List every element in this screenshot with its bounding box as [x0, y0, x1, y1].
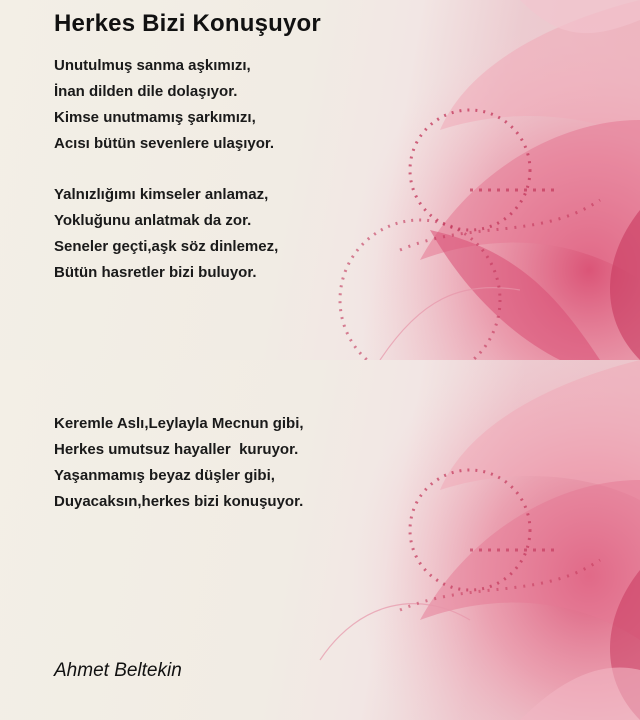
- poem-line: Unutulmuş sanma aşkımızı,: [54, 57, 251, 74]
- stanza-3: [54, 411, 304, 515]
- poem-line: Yaşanmamış beyaz düşler gibi,: [54, 467, 275, 484]
- poem-line: Yokluğunu anlatmak da zor.: [54, 212, 252, 229]
- poem-line: Yalnızlığımı kimseler anlamaz,: [54, 186, 269, 203]
- poem-line: İnan dilden dile dolaşıyor.: [54, 83, 238, 100]
- poem-line: Keremle Aslı,Leylayla Mecnun gibi,: [54, 415, 304, 432]
- poem-line: Duyacaksın,herkes bizi konuşuyor.: [54, 493, 304, 510]
- poem-author: Ahmet Beltekin: [54, 660, 182, 681]
- poem-title: Herkes Bizi Konuşuyor: [54, 10, 321, 37]
- poem-line: Kimse unutmamış şarkımızı,: [54, 109, 256, 126]
- stanza-2: [54, 182, 278, 286]
- poem-line: Acısı bütün sevenlere ulaşıyor.: [54, 135, 275, 152]
- poem-line: Herkes umutsuz hayaller kuruyor.: [54, 441, 299, 458]
- stanza-1: [54, 53, 274, 157]
- poem-line: Bütün hasretler bizi buluyor.: [54, 264, 257, 281]
- poem-line: Seneler geçti,aşk söz dinlemez,: [54, 238, 279, 255]
